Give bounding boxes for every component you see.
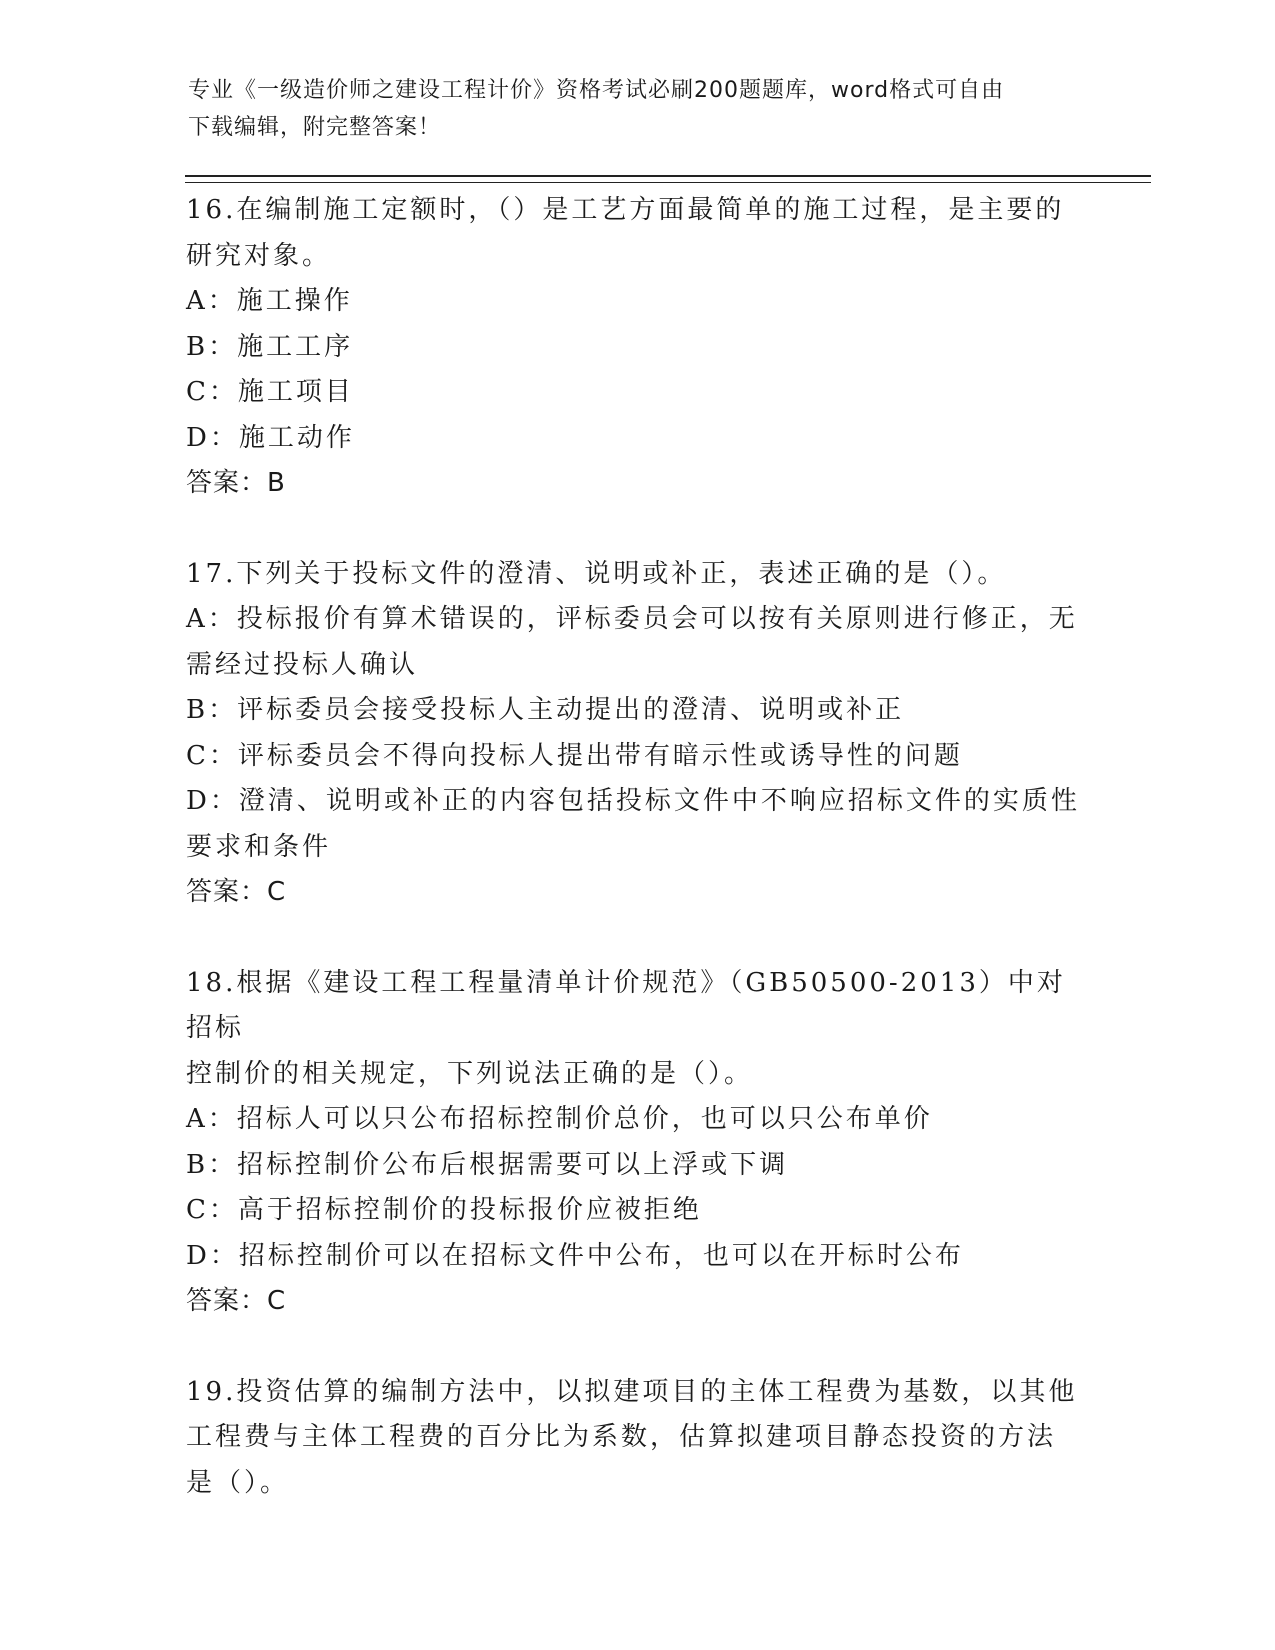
question-stem-line: 工程费与主体工程费的百分比为系数，估算拟建项目静态投资的方法 <box>186 1422 1057 1452</box>
question-stem-line: 研究对象。 <box>186 240 332 271</box>
header-rule-thin <box>185 182 1151 183</box>
option-line: C：高于招标控制价的投标报价应被拒绝 <box>186 1195 702 1225</box>
option-line: A：施工操作 <box>186 286 353 316</box>
option-line: D：澄清、说明或补正的内容包括投标文件中不响应招标文件的实质性 <box>186 786 1080 816</box>
header-rule-thick <box>185 175 1151 177</box>
question-stem-line: 控制价的相关规定，下列说法正确的是（）。 <box>186 1058 754 1089</box>
option-line: A：招标人可以只公布招标控制价总价，也可以只公布单价 <box>186 1104 933 1134</box>
question-stem-line: 是（）。 <box>186 1467 290 1498</box>
header-line-1: 专业《一级造价师之建设工程计价》资格考试必刷200题题库，word格式可自由 <box>188 78 1005 103</box>
question-list <box>186 188 1086 1506</box>
answer-line: 答案：C <box>186 1286 287 1316</box>
option-line: B：招标控制价公布后根据需要可以上浮或下调 <box>186 1149 789 1180</box>
question-stem-line: 17.下列关于投标文件的澄清、说明或补正，表述正确的是（）。 <box>186 558 1007 589</box>
option-line: D：施工动作 <box>186 422 355 453</box>
option-line: C：评标委员会不得向投标人提出带有暗示性或诱导性的问题 <box>186 740 963 771</box>
option-line: C：施工项目 <box>186 377 354 407</box>
option-line: 要求和条件 <box>186 831 332 862</box>
answer-line: 答案：B <box>186 468 286 498</box>
option-line: A：投标报价有算术错误的，评标委员会可以按有关原则进行修正，无 <box>186 604 1078 634</box>
question-block <box>186 552 1086 916</box>
option-line: 需经过投标人确认 <box>186 649 419 680</box>
option-line: D：招标控制价可以在招标文件中公布，也可以在开标时公布 <box>186 1240 964 1271</box>
page-header <box>188 72 1068 146</box>
option-line: B：评标委员会接受投标人主动提出的澄清、说明或补正 <box>186 695 905 725</box>
answer-line: 答案：C <box>186 877 287 907</box>
question-block <box>186 1370 1086 1507</box>
question-block <box>186 188 1086 507</box>
header-line-2: 下载编辑，附完整答案！ <box>188 115 442 140</box>
question-block <box>186 961 1086 1325</box>
question-stem-line: 18.根据《建设工程工程量清单计价规范》（GB50500-2013）中对招标 <box>186 967 1066 1043</box>
question-stem-line: 19.投资估算的编制方法中，以拟建项目的主体工程费为基数，以其他 <box>186 1376 1078 1407</box>
option-line: B：施工工序 <box>186 331 354 362</box>
question-stem-line: 16.在编制施工定额时，（）是工艺方面最简单的施工过程，是主要的 <box>186 195 1065 225</box>
